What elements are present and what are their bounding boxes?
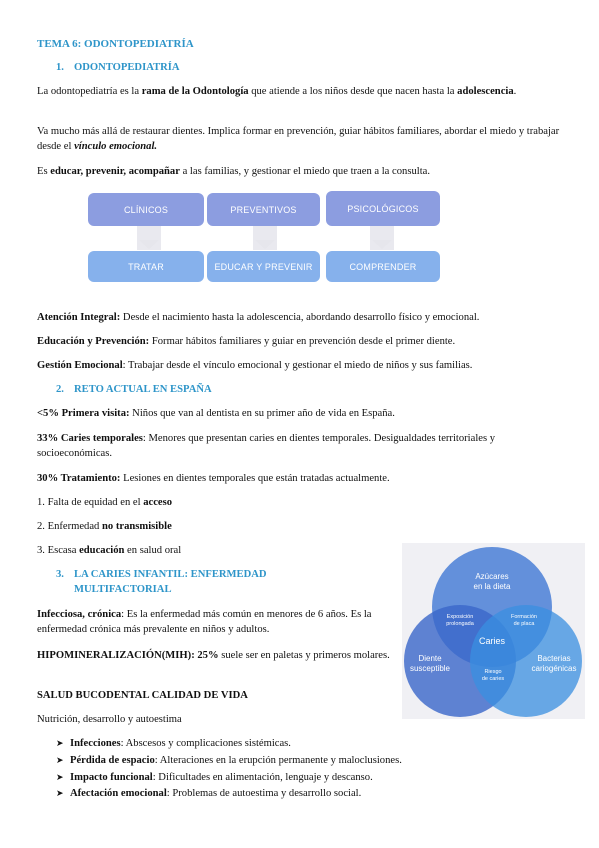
list-text: : Problemas de autoestima y desarrollo social. (166, 788, 362, 800)
list-text: : Dificultades en alimentación, lenguaje y descanso. (152, 771, 373, 783)
section-1-title: ODONTOPEDIATRÍA (74, 62, 180, 73)
list-term: Pérdida de espacio (70, 754, 155, 766)
section-3-title-line-1: LA CARIES INFANTIL: ENFERMEDAD (74, 569, 267, 580)
cause-item (37, 519, 565, 534)
text: La odontopediatría es la (37, 86, 142, 97)
pillar-term: Gestión Emocional (37, 360, 123, 371)
text: que atiende a los niños desde que nacen hasta la (248, 86, 458, 97)
diagram-box-clinicos: CLÍNICOS (88, 193, 204, 226)
pillar-educacion-prevencion (37, 334, 565, 349)
list-item (56, 753, 402, 770)
section-1-heading (56, 60, 584, 75)
section-1-number: 1. (56, 62, 64, 73)
subline: Nutrición, desarrollo y autoestima (37, 714, 182, 725)
impact-list (56, 736, 402, 803)
pillar-gestion-emocional (37, 358, 565, 373)
text: 3. Escasa (37, 545, 80, 556)
stat-text: Niños que van al dentista en su primer año de vida en España. (129, 408, 395, 419)
section-2-heading (56, 382, 584, 397)
text: Va mucho más allá de restaurar dientes. Implica formar en prevención, guiar hábitos familiares, abordar el miedo y trabajar desde el (37, 126, 560, 152)
text: : Es la enfermedad más común en menores de 6 años. Es la enfermedad crónica más prevalente en niños y adultos. (37, 609, 372, 635)
list-item (56, 786, 402, 803)
list-term: Impacto funcional (70, 771, 153, 783)
stat-term: 33% Caries temporales (37, 433, 143, 444)
text: Es (37, 166, 51, 177)
section-3-heading (56, 567, 356, 597)
arrow-bullet-icon: ➤ (56, 755, 64, 766)
text-bold: no transmisible (102, 521, 172, 532)
section-1-paragraph-1 (37, 84, 565, 99)
text: 1. Falta de equidad en el (37, 497, 144, 508)
venn-label: en la dieta (473, 582, 511, 591)
diagram-connector (137, 222, 161, 250)
diagram-box-tratar: TRATAR (88, 251, 204, 282)
pillar-text: Formar hábitos familiares y guiar en prevención desde el primer diente. (149, 336, 456, 347)
venn-overlap-label: Exposición (446, 614, 474, 620)
text: suele ser en paletas y primeros molares. (218, 650, 390, 661)
venn-svg (402, 543, 585, 719)
diagram-arrow-icon (139, 240, 159, 249)
pillar-atencion-integral (37, 310, 565, 325)
list-text: : Alteraciones en la erupción permanente y maloclusiones. (154, 754, 402, 766)
text-bold: rama de la Odontología (141, 86, 249, 97)
text: a las familias, y gestionar el miedo que traen a la consulta. (179, 166, 430, 177)
caries-venn-diagram (402, 543, 585, 719)
document-title: TEMA 6: ODONTOPEDIATRÍA (37, 38, 194, 50)
venn-overlap-label: prolongada (446, 621, 474, 627)
list-term: Infecciones (70, 738, 121, 749)
section-3-title-line-2: MULTIFACTORIAL (74, 584, 172, 595)
stat-term: 30% Tratamiento: (37, 473, 121, 484)
venn-label: Bacterias (537, 654, 571, 663)
diagram-connector (253, 222, 277, 250)
text-bold: vínculo emocional. (74, 141, 158, 152)
arrow-bullet-icon: ➤ (56, 739, 64, 749)
section-2-title: RETO ACTUAL EN ESPAÑA (74, 384, 212, 395)
section-2-number: 2. (56, 384, 64, 395)
text: . (513, 86, 517, 97)
list-item (56, 736, 402, 753)
section-1-paragraph-3 (37, 164, 565, 179)
stat-text: : Menores que presentan caries en dientes temporales. Desigualdades territoriales y socioeconómicas. (37, 433, 496, 459)
text-bold: HIPOMINERALIZACIÓN(MIH): 25% (37, 650, 219, 661)
venn-label: Azúcares (475, 572, 509, 581)
text: 2. Enfermedad (37, 521, 103, 532)
venn-overlap-label: de placa (513, 621, 535, 627)
list-item (56, 770, 402, 787)
stat-caries-temporales (37, 431, 565, 461)
diagram-box-preventivos: PREVENTIVOS (207, 193, 320, 226)
list-term: Afectación emocional (70, 788, 167, 800)
pillar-term: Educación y Prevención: (37, 336, 150, 347)
pillar-text: Desde el nacimiento hasta la adolescencia, abordando desarrollo físico y emocional. (120, 312, 480, 323)
diagram-box-educar-prevenir: EDUCAR Y PREVENIR (207, 251, 320, 282)
pillar-text: : Trabajar desde el vínculo emocional y gestionar el miedo de niños y sus familias. (122, 360, 473, 371)
text-bold: educar, prevenir, acompañar (50, 166, 180, 177)
stat-tratamiento (37, 471, 565, 486)
arrow-bullet-icon: ➤ (56, 772, 64, 783)
venn-label: susceptible (409, 664, 451, 673)
stat-term: <5% Primera visita: (37, 408, 130, 419)
diagram-arrow-icon (372, 240, 392, 249)
text-bold: educación (79, 545, 125, 556)
list-text: : Abscesos y complicaciones sistémicas. (120, 738, 291, 749)
venn-label: Diente (418, 654, 442, 663)
text: en salud oral (124, 545, 182, 556)
diagram-arrow-icon (255, 240, 275, 249)
diagram-connector (370, 222, 394, 250)
venn-overlap-label: Formación (511, 614, 537, 620)
venn-overlap-label: de caries (481, 676, 505, 682)
section-1-paragraph-2 (37, 124, 565, 154)
arrow-bullet-icon: ➤ (56, 789, 64, 800)
venn-label: cariogénicas (531, 664, 577, 673)
stat-text: Lesiones en dientes temporales que están tratadas actualmente. (120, 473, 390, 484)
subheading-salud-bucodental: SALUD BUCODENTAL CALIDAD DE VIDA (37, 690, 248, 701)
diagram-box-comprender: COMPRENDER (326, 251, 440, 282)
text-bold: adolescencia (457, 86, 514, 97)
stat-primera-visita (37, 406, 565, 421)
section-3-number: 3. (56, 569, 64, 580)
text-bold: acceso (143, 497, 173, 508)
text-bold: Infecciosa, crónica (37, 609, 122, 620)
section-3-paragraph-1 (37, 607, 397, 637)
section-3-paragraph-2 (37, 648, 397, 663)
diagram-box-psicologicos: PSICOLÓGICOS (326, 191, 440, 226)
cause-item (37, 495, 565, 510)
venn-overlap-label: Riesgo (484, 669, 502, 675)
venn-center-label: Caries (478, 636, 506, 646)
pillar-term: Atención Integral: (37, 312, 121, 323)
